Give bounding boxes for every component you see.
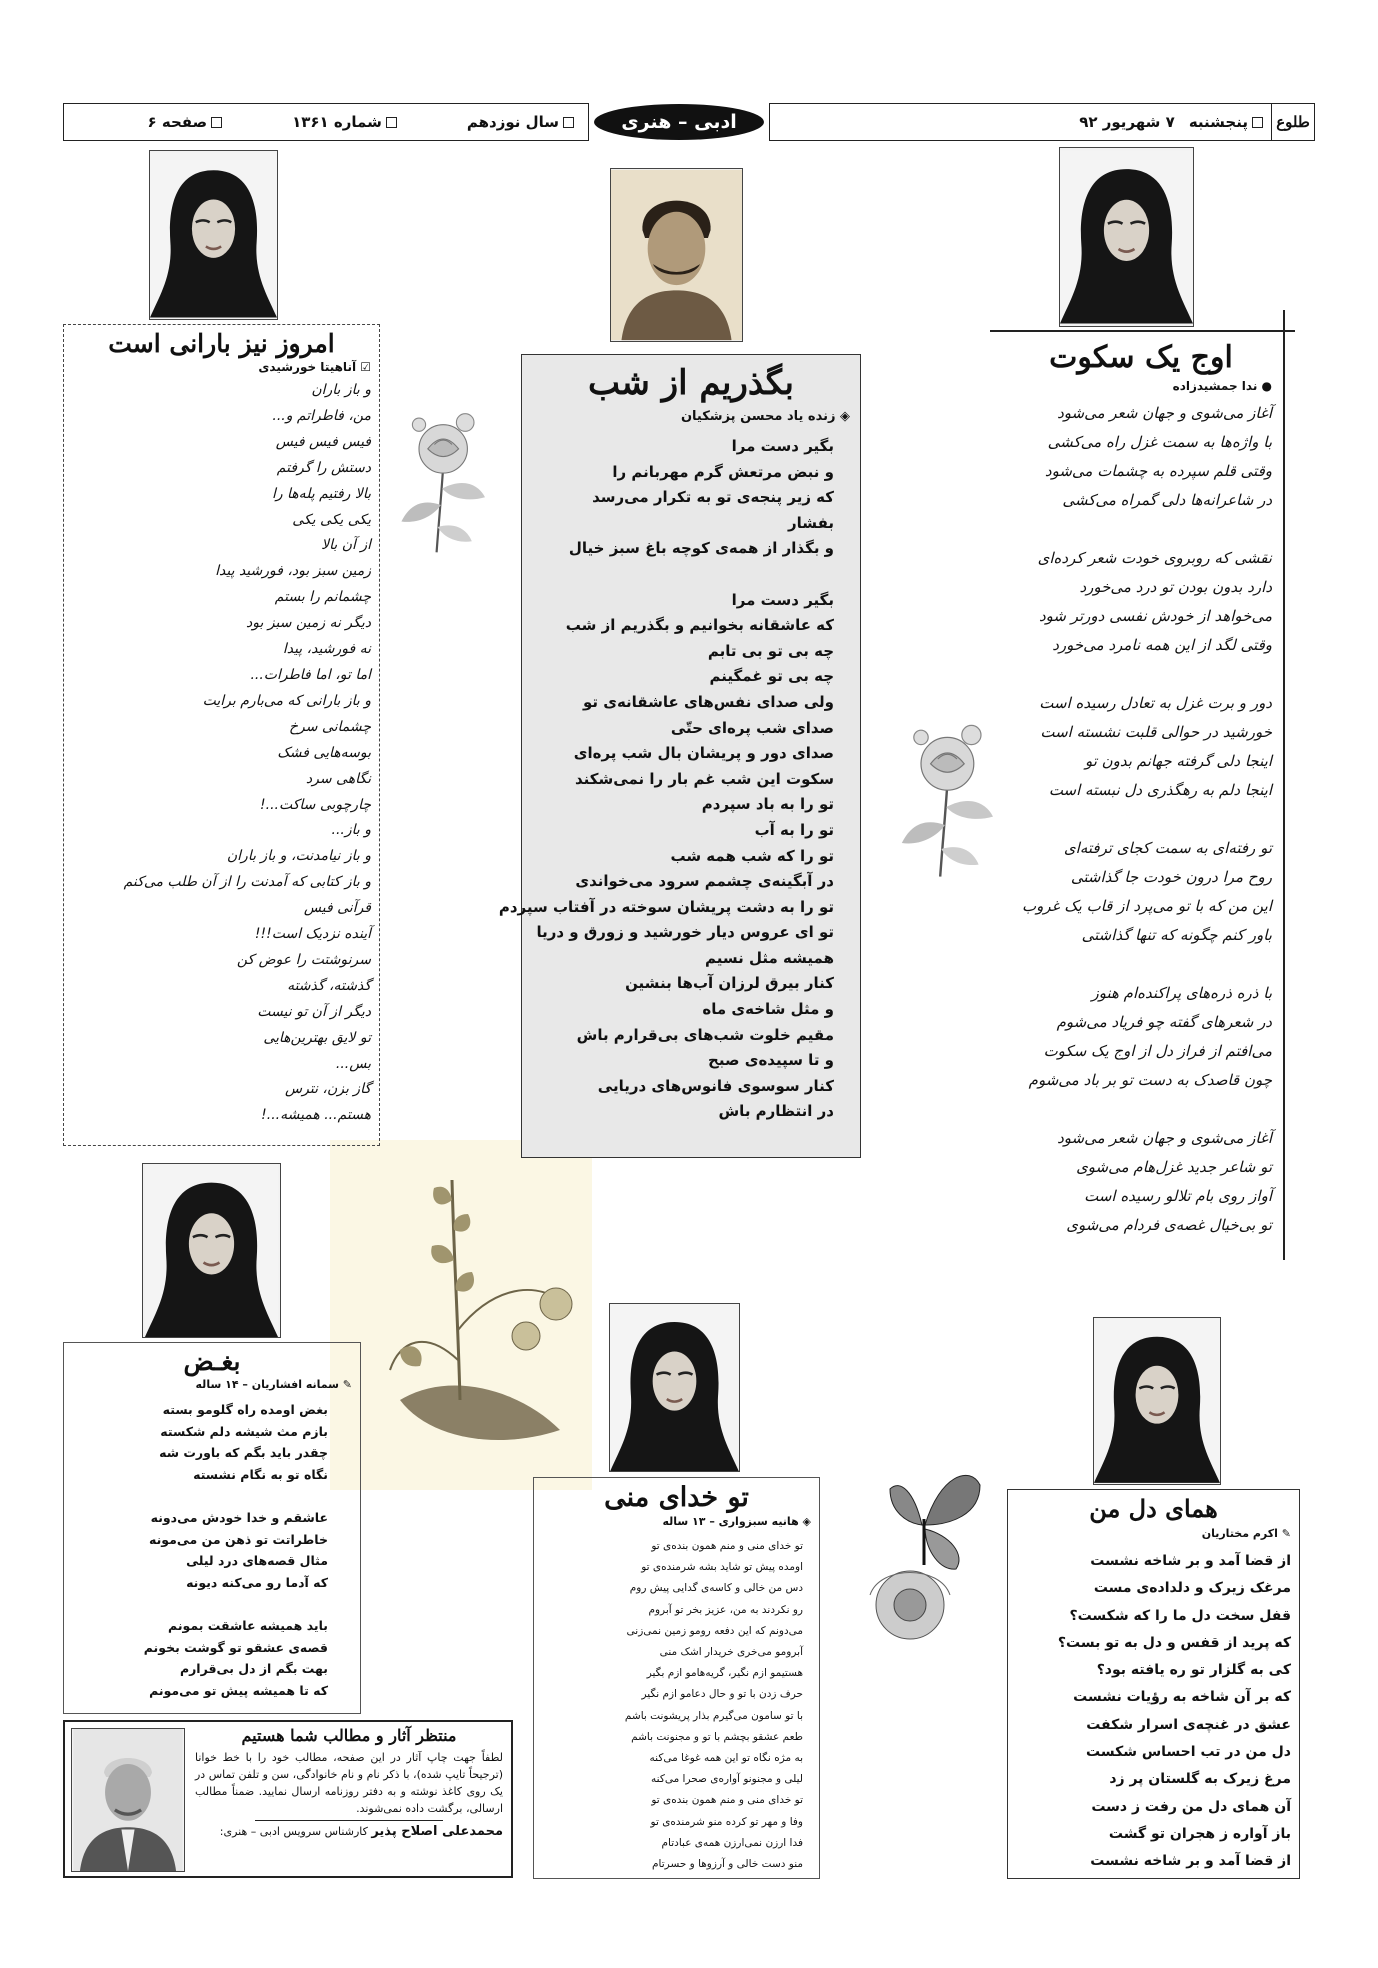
editor-photo xyxy=(71,1728,185,1872)
editor-notice xyxy=(63,1720,513,1878)
poem-line: و باز کتابی که آمدنت را از آن طلب می‌کنم xyxy=(123,874,371,891)
poem-line: بگیر دست مرا xyxy=(731,590,834,609)
butterfly-flower-illustration xyxy=(830,1445,1000,1645)
poem-author: ● ندا جمشیدزاده xyxy=(1172,379,1272,393)
poem-line: سرنوشتت را عوض کن xyxy=(236,951,371,968)
poem-line: مرغک زیرک و دلداده‌ی مست xyxy=(1093,1580,1291,1597)
poem-line: که عاشقانه بخوانیم و بگذریم از شب xyxy=(565,616,834,635)
square-bullet-icon xyxy=(563,117,574,128)
poem-line: گاز بزن، نترس xyxy=(285,1081,371,1098)
poem-line: نه فورشید، پیدا xyxy=(282,641,371,658)
poem-line: قرآنی فیس xyxy=(303,900,371,917)
poem-line: دستش را گرفتم xyxy=(276,459,371,476)
photo-poet-boghz xyxy=(142,1163,281,1338)
poem-line: از آن بالا xyxy=(321,537,371,554)
poem-line: باور کنم چگونه که تنها گذاشتی xyxy=(1081,926,1272,944)
poem-line: صدای شب پره‌ای حتّی xyxy=(670,718,834,737)
poem-line: عاشقم و خدا خودش می‌دونه xyxy=(150,1509,328,1525)
poem-line xyxy=(1010,805,1272,834)
poem-line: دس من خالی و کاسه‌ی گدایی پیش روم xyxy=(629,1582,803,1595)
portrait-image xyxy=(72,1729,184,1871)
header-date: ۷ شهریور ۹۲ xyxy=(1079,113,1175,131)
poem-line: بفشار xyxy=(788,513,834,532)
photo-poet-barani xyxy=(149,150,278,320)
poem-lines xyxy=(542,1536,811,1875)
poem-line: که تا همیشه پیش تو می‌مونم xyxy=(149,1682,328,1698)
poem-line xyxy=(72,1485,328,1507)
poem-line: که زیر پنجه‌ی تو به تکرار می‌رسد xyxy=(592,488,834,507)
poem-title: اوج یک سکوت xyxy=(1049,340,1233,375)
poem-line: با واژه‌ها به سمت غزل راه می‌کشی xyxy=(1047,433,1272,451)
poem-sokut xyxy=(1010,340,1272,1240)
poem-line: چشمانی سرخ xyxy=(288,718,371,735)
poem-line: و باز... xyxy=(331,822,371,839)
poem-author: ✎ سمانه افشاریان – ۱۴ ساله xyxy=(195,1378,352,1391)
poem-title: بغـض xyxy=(183,1347,241,1376)
header-day: پنجشنبه xyxy=(1189,113,1263,131)
poem-line: تو را به دشت پریشان سوخته در آفتاب سپردم xyxy=(498,897,834,916)
poem-line: هستم... همیشه...! xyxy=(261,1107,371,1124)
signature-role: کارشناس سرویس ادبی – هنری: xyxy=(219,1825,368,1838)
poem-author: ◈ زنده یاد محسن پزشکیان xyxy=(680,409,850,424)
poem-khoda xyxy=(533,1477,820,1879)
poem-line xyxy=(532,562,834,588)
poem-line: عشق در غنچه‌ی اسرار شکفت xyxy=(1086,1716,1291,1733)
poem-line: نگاه تو به نگام نشسته xyxy=(193,1466,328,1482)
header-left-box xyxy=(63,103,589,141)
header-right-box xyxy=(769,103,1315,141)
notice-signature xyxy=(195,1824,503,1839)
poem-line: بهت بگم از دل بی‌قرارم xyxy=(179,1661,328,1677)
poem-line: مثال قصه‌های درد لیلی xyxy=(186,1553,328,1569)
poem-line: مقیم خلوت شب‌های بی‌قرارم باش xyxy=(576,1025,834,1044)
poem-line xyxy=(1010,1095,1272,1124)
poem-line: آواز روی بام تلالو رسیده است xyxy=(1084,1187,1272,1205)
poem-line: که آدما رو می‌کنه دیونه xyxy=(186,1574,328,1590)
poem-title: بگذریم از شب xyxy=(587,363,794,403)
poem-line: بگیر دست مرا xyxy=(731,437,834,455)
poem-line: چه بی تو غمگینم xyxy=(709,667,834,686)
poem-line: آبرومو می‌خری خریدار اشک منی xyxy=(659,1646,803,1659)
poem-title: همای دل من xyxy=(1089,1494,1218,1523)
poem-line: بالا رفتیم پله‌ها را xyxy=(271,485,371,502)
poem-line: طعم عشقو بچشم با تو و مجنونت باشم xyxy=(631,1730,803,1743)
poem-line: و باز بارانی که می‌بارم برایت xyxy=(202,692,371,709)
poem-line: مرغ زیرک به گلستان پر زد xyxy=(1109,1771,1291,1788)
poem-line: هستیمو ازم نگیر، گریه‌هامو ازم بگیر xyxy=(646,1667,803,1680)
photo-poet-shab xyxy=(610,168,743,342)
square-bullet-icon xyxy=(1252,117,1263,128)
poem-line: از قضا آمد و بر شاخه نشست xyxy=(1090,1853,1291,1870)
poem-line: منو دست خالی و آرزوها و حسرتام xyxy=(652,1858,803,1871)
poem-line: می‌دونم که این دفعه رومو زمین نمی‌زنی xyxy=(626,1624,803,1637)
poem-line: چون قاصدک به دست تو بر باد می‌شوم xyxy=(1028,1071,1272,1089)
signature-name: محمدعلی اصلاح پذیر xyxy=(371,1824,503,1839)
section-label: ادبی – هنری xyxy=(594,104,764,140)
portrait-image xyxy=(611,169,742,341)
poem-line: در شاعرانه‌ها دلی گمراه می‌کشی xyxy=(1062,491,1272,509)
header-page: صفحه ۶ xyxy=(147,113,222,131)
poem-line: تو را به باد سپردم xyxy=(701,795,834,814)
poem-author: ✎ اکرم مختاریان xyxy=(1201,1527,1291,1540)
poem-line: اینجا دلی گرفته جهانم بدون تو xyxy=(1084,752,1272,770)
square-bullet-icon xyxy=(211,117,222,128)
portrait-image xyxy=(610,1304,739,1471)
poem-sokut-vline xyxy=(1283,310,1285,1260)
poem-line: خاطراتت تو ذهن من می‌مونه xyxy=(149,1531,328,1547)
poem-line: با ذره ذره‌های پراکنده‌ام هنوز xyxy=(1091,984,1272,1002)
poem-line: وقتی لگد از این همه نامرد می‌خورد xyxy=(1052,636,1272,654)
poem-line: از قضا آمد و بر شاخه نشست xyxy=(1090,1553,1291,1569)
poem-homa xyxy=(1007,1489,1300,1879)
poem-line: اومده پیش تو شاید بشه شرمنده‌ی تو xyxy=(641,1561,803,1574)
portrait-image xyxy=(1094,1318,1220,1484)
poem-line: من، فاطراتم و... xyxy=(272,407,371,424)
poem-line: قصه‌ی عشقو تو گوشت بخونم xyxy=(143,1639,328,1655)
poem-line: نگاهی سرد xyxy=(305,770,371,787)
poem-line: بس... xyxy=(335,1055,371,1072)
poem-line: کنار بیرق لرزان آب‌ها بنشین xyxy=(625,974,834,993)
poem-boghz xyxy=(63,1342,361,1714)
poem-line: که پرید از قفس و دل به تو بست؟ xyxy=(1057,1634,1291,1651)
poem-line: کنار سوسوی فانوس‌های دریایی xyxy=(597,1076,834,1095)
poem-line: رو نکردند به من، عزیز بخر تو آبروم xyxy=(648,1603,803,1616)
poem-line: نقشی که روبروی خودت شعر کرده‌ای xyxy=(1037,549,1272,567)
poem-line: به مژه نگاه تو این همه غوغا می‌کنه xyxy=(649,1752,803,1765)
poem-line: صدای دور و پریشان بال شب پره‌ای xyxy=(573,744,834,763)
poem-line: با تو سامون می‌گیرم بذار پریشونت باشم xyxy=(624,1709,803,1722)
poem-line: و نبض مرتعش گرم مهربانم را xyxy=(612,462,834,481)
poem-line: دور و برت غزل به تعادل رسیده است xyxy=(1039,694,1272,712)
portrait-image xyxy=(143,1164,280,1337)
poem-line: دارد بدون بودن تو درد می‌خورد xyxy=(1079,578,1272,596)
poem-line: تو خدای منی و منم همون بنده‌ی تو xyxy=(651,1540,803,1552)
poem-sokut-frame xyxy=(990,330,1295,332)
poem-line: و بگذار از همه‌ی کوچه باغ سبز خیال xyxy=(568,539,834,558)
poem-line: وقتی قلم سپرده به چشمات می‌شود xyxy=(1044,462,1272,480)
poem-line: تو خدای منی و منم همون بنده‌ی تو xyxy=(651,1794,803,1807)
poem-line: می‌افتم از فراز دل از اوج یک سکوت xyxy=(1043,1042,1272,1060)
photo-poet-sokut xyxy=(1059,147,1194,327)
poem-line: در شعرهای گفته چو فریاد می‌شوم xyxy=(1056,1013,1272,1031)
portrait-image xyxy=(150,151,277,319)
poem-line: و باز نیامدنت، و باز باران xyxy=(226,848,371,865)
poem-line: اما تو، اما فاطرات... xyxy=(250,666,371,683)
portrait-image xyxy=(1060,148,1193,326)
poem-line: این من که با تو می‌پرد از قاب یک غروب xyxy=(1021,897,1272,915)
poem-line: اینجا دلم به رهگذری دل نبسته است xyxy=(1048,781,1272,799)
flower-arrangement-illustration xyxy=(330,1140,592,1490)
photo-poet-khoda xyxy=(609,1303,740,1472)
poem-line: در انتظارم باش xyxy=(718,1102,834,1121)
poem-line: زمین سبز بود، فورشید پیدا xyxy=(215,563,371,580)
poem-line: حرف زدن با تو و حال دعامو ازم نگیر xyxy=(641,1688,803,1701)
poem-line: ولی صدای نفس‌های عاشقانه‌ی تو xyxy=(582,692,834,711)
poem-line: همیشه مثل نسیم xyxy=(705,948,834,967)
poem-lines xyxy=(498,434,850,1125)
poem-line xyxy=(1010,660,1272,689)
poem-title: امروز نیز بارانی است xyxy=(108,329,335,358)
poem-line: تو رفته‌ای به سمت کجای ترفته‌ای xyxy=(1063,839,1272,857)
poem-line: می‌خواهد از خودش نفسی دورتر شود xyxy=(1038,607,1272,625)
poem-author: ◈ هانیه سبزواری – ۱۳ ساله xyxy=(662,1515,811,1528)
poem-line: یکی یکی یکی xyxy=(292,511,371,528)
poem-author: ☑ آناهیتا خورشیدی xyxy=(258,360,371,374)
poem-line: بغض اومده راه گلومو بسته xyxy=(162,1402,328,1417)
poem-line: وفا و مهر تو کرده منو شرمنده‌ی تو xyxy=(650,1815,803,1828)
poem-lines xyxy=(1010,399,1272,1240)
poem-line: و باز باران xyxy=(311,382,371,398)
poem-lines xyxy=(72,378,371,1129)
header-year: سال نوزدهم xyxy=(467,113,574,131)
poem-line: بوسه‌هایی فشک xyxy=(277,744,371,761)
poem-line: لیلی و مجنونو آواره‌ی صحرا می‌کنه xyxy=(651,1773,803,1786)
poem-line: سکوت این شب غم بار را نمی‌شکند xyxy=(575,769,834,788)
poem-line: در آبگینه‌ی چشمم سرود می‌خواندی xyxy=(575,872,834,891)
poem-shab xyxy=(498,354,861,1158)
poem-line: و تا سپیده‌ی صبح xyxy=(708,1051,834,1070)
photo-poet-homa xyxy=(1093,1317,1221,1485)
notice-divider xyxy=(255,1820,443,1821)
logo: طلوع xyxy=(1271,104,1314,140)
rose-illustration xyxy=(386,395,496,560)
poem-line: بازم مث شیشه دلم شکسته xyxy=(160,1423,328,1439)
poem-line: که بر آن شاخه به رؤیات نشست xyxy=(1073,1689,1291,1706)
poem-line: خورشید در حوالی قلبت نشسته است xyxy=(1040,723,1272,741)
poem-title: تو خدای منی xyxy=(604,1482,749,1513)
poem-line: تو را که شب همه شب xyxy=(670,846,834,865)
poem-line: چارچوبی ساکت...! xyxy=(260,796,371,813)
notice-title: منتظر آثار و مطالب شما هستیم xyxy=(241,1726,457,1745)
poem-line: تو شاعر جدید غزل‌هام می‌شوی xyxy=(1076,1158,1272,1176)
poem-line: باز آواره ز هجران تو گشت xyxy=(1108,1825,1291,1842)
poem-line: آغاز می‌شوی و جهان شعر می‌شود xyxy=(1057,404,1272,422)
poem-line: چه بی تو بی تابم xyxy=(707,641,834,660)
poem-line: دیگر نه زمین سبز بود xyxy=(246,615,371,632)
poem-line: دل من در تب احساس شکست xyxy=(1086,1744,1291,1761)
poem-line: فیس فیس فیس xyxy=(275,433,371,450)
poem-line: آینده نزدیک است!!! xyxy=(254,926,371,943)
poem-line: باید همیشه عاشقت بمونم xyxy=(168,1617,328,1633)
square-bullet-icon xyxy=(386,117,397,128)
poem-line xyxy=(72,1593,328,1615)
poem-line xyxy=(1010,515,1272,544)
poem-line: تو را به آب xyxy=(754,820,834,839)
poem-barani xyxy=(63,324,380,1146)
poem-line: آغاز می‌شوی و جهان شعر می‌شود xyxy=(1057,1129,1272,1147)
poem-lines xyxy=(1016,1548,1291,1876)
poem-line: چقدر باید بگم که باورت شه xyxy=(159,1445,328,1461)
rose-illustration xyxy=(885,710,1005,880)
poem-line xyxy=(1010,950,1272,979)
poem-line: روح مرا درون خودت جا گذاشتی xyxy=(1070,868,1272,886)
header-issue: شماره ۱۳۶۱ xyxy=(292,113,397,131)
poem-line: قفل سخت دل ما را که شکست؟ xyxy=(1069,1607,1291,1624)
poem-line: کی به گلزار تو ره یافته بود؟ xyxy=(1096,1662,1291,1679)
poem-line: گذشته، گذشته xyxy=(287,977,371,994)
poem-lines xyxy=(72,1399,352,1701)
poem-line: تو ای عروس دیار خورشید و زورق و دریا xyxy=(536,923,834,942)
poem-line: چشمانم را بستم xyxy=(274,589,371,606)
poem-line: تو لایق بهترین‌هایی xyxy=(263,1029,371,1046)
poem-line: دیگر از آن تو نیست xyxy=(257,1003,371,1020)
poem-line: تو بی‌خیال غصه‌ی فردام می‌شوی xyxy=(1066,1216,1272,1234)
notice-body: لطفاً جهت چاپ آثار در این صفحه، مطالب خود را با خط خوانا (ترجیحاً تایپ شده)، با ذکر نام و نام خانوادگی، سن و تلفن تماس در یک روی کاغذ نوشته و به دفتر روزنامه ارسال نمایید. ضمناً مطالب ارسالی، برگشت داده نمی‌شوند. xyxy=(195,1751,503,1815)
poem-line: و مثل شاخه‌ی ماه xyxy=(702,1000,834,1019)
poem-line: آن همای دل من رفت ز دست xyxy=(1091,1798,1291,1815)
poem-line: فدا ارزن نمی‌ارزن همه‌ی عبادتام xyxy=(661,1836,803,1849)
